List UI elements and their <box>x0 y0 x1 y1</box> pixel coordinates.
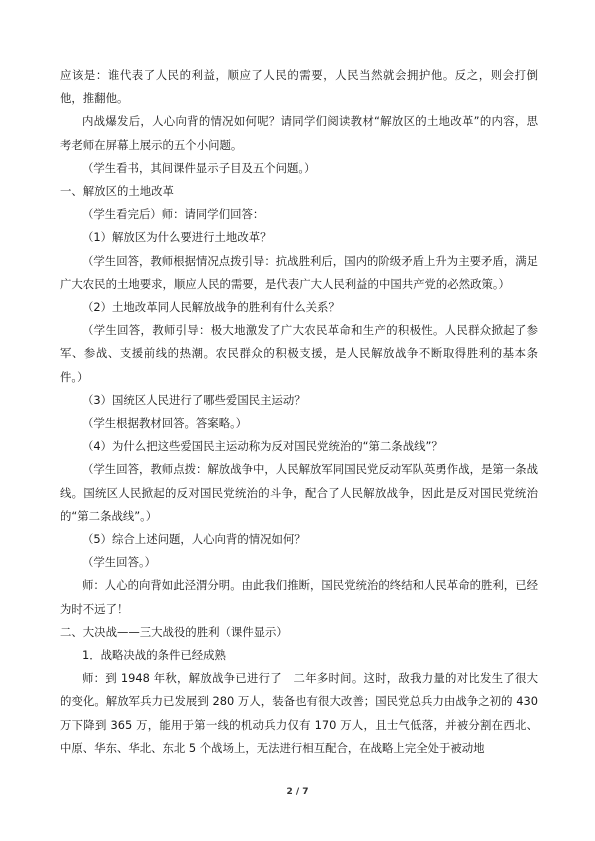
paragraph: （学生看书，其间课件显示子目及五个问题。） <box>82 160 316 175</box>
question: （3）国统区人民进行了哪些爱国民主运动？ <box>82 392 306 407</box>
paragraph: （学生根据教材回答。答案略。） <box>82 416 248 431</box>
paragraph: （学生回答，教师引导：极大地激发了广大农民革命和生产的积极性。人民群众掀起了参军、参战、支援前线的热潮。农民群众的积极支援，是人民解放战争不断取得胜利的基本条件。） <box>60 323 538 384</box>
subsection-heading: 1．战略决战的条件已经成熟 <box>82 648 226 663</box>
section-heading: 一、解放区的土地改革 <box>60 184 174 199</box>
paragraph: 师：人心的向背如此泾渭分明。由此我们推断，国民党统治的终结和人民革命的胜利，已经为时不远了！ <box>60 578 538 616</box>
section-heading: 二、大决战——三大战役的胜利（课件显示） <box>60 624 288 639</box>
question: （2）土地改革同人民解放战争的胜利有什么关系？ <box>82 300 340 315</box>
question: （1）解放区为什么要进行土地改革？ <box>82 230 272 245</box>
question: （5）综合上述问题，人心向背的情况如何？ <box>82 532 306 547</box>
body-text <box>60 64 538 760</box>
paragraph: （学生回答。） <box>82 555 157 570</box>
paragraph: 应该是：谁代表了人民的利益，顺应了人民的需要，人民当然就会拥护他。反之，则会打倒他，推翻他。 <box>60 68 538 106</box>
question: （4）为什么把这些爱国民主运动称为反对国民党统治的“第二条战线”？ <box>82 439 443 454</box>
paragraph: （学生回答，教师点拨：解放战争中，人民解放军同国民党反动军队英勇作战，是第一条战线。国统区人民掀起的反对国民党统治的斗争，配合了人民解放战争，因此是反对国民党统治的“第二条战线”。） <box>60 462 538 523</box>
paragraph: （学生看完后）师：请同学们回答： <box>82 207 265 222</box>
paragraph: （学生回答，教师根据情况点拨引导：抗战胜利后，国内的阶级矛盾上升为主要矛盾，满足广大农民的土地要求，顺应人民的需要，是代表广大人民利益的中国共产党的必然政策。） <box>60 253 538 291</box>
paragraph: 师：到 1948 年秋，解放战争已进行了 二年多时间。这时，敌我力量的对比发生了很大的变化。解放军兵力已发展到 280 万人，装备也有很大改善；国民党总兵力由战争之初的 430 万下降到 365 万，能用于第一线的机动兵力仅有 170 万人，且士气低落，并被分割在西北、中原、华东、华北、东北 5 个战场上，无法进行相互配合，在战略上完全处于被动地 <box>60 671 538 755</box>
paragraph: 内战爆发后，人心向背的情况如何呢？请同学们阅读教材“解放区的土地改革”的内容，思考老师在屏幕上展示的五个小问题。 <box>60 114 538 152</box>
page-number: 2 / 7 <box>286 787 309 797</box>
